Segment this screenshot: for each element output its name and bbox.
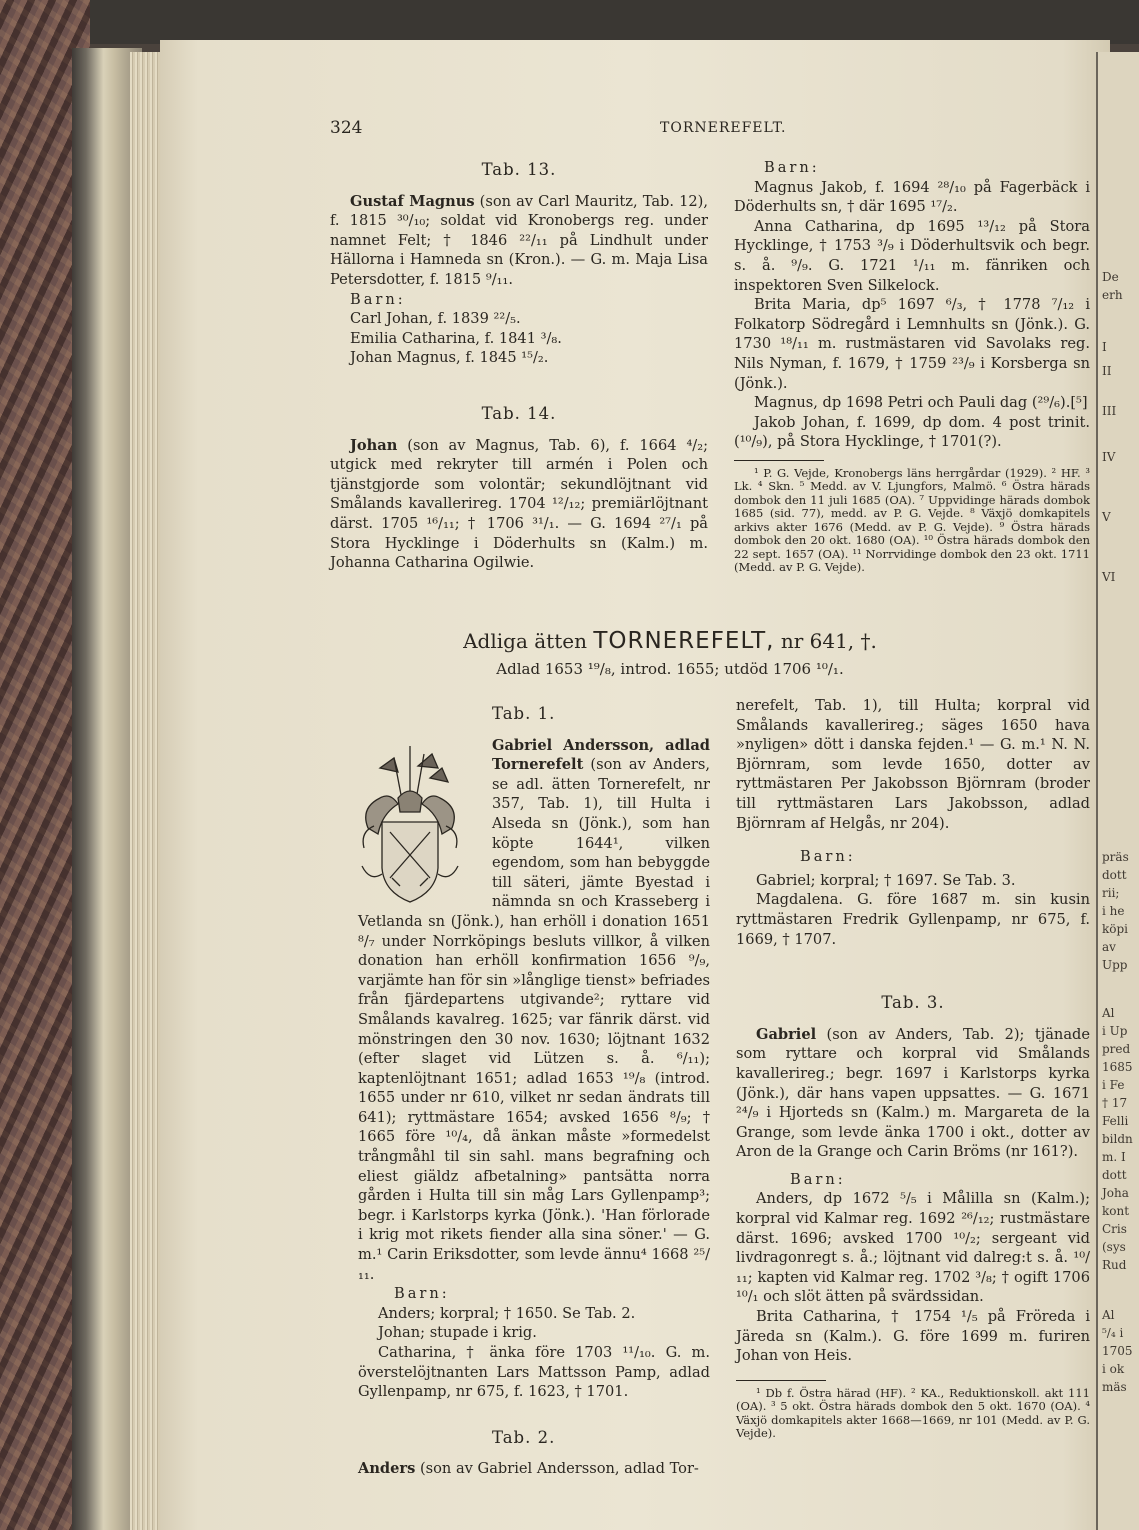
adjacent-fragment: präs (1102, 850, 1129, 864)
upper-left-column (330, 160, 708, 573)
entry-name: Gabriel (756, 1025, 817, 1043)
adjacent-fragment: m. I (1102, 1150, 1126, 1164)
child-entry: Catharina, † änka före 1703 ¹¹/₁₀. G. m. överstelöjtnanten Lars Mattsson Pamp, adlad Gyllenpamp, nr 675, f. 1623, † 1701. (358, 1344, 710, 1401)
entry-text: (son av Magnus, Tab. 6), f. 1664 ⁴/₂; utgick med rekryter till armén i Polen och tjänstgjorde som volontär; sekundlöjtnant vid Smålands kavallerireg. 1704 ¹²/₁₂; premiärlöjtnant därst. 1705 ¹⁶/₁₁; † 1706 ³¹/₁. — G. 1694 ²⁷/₁ på Stora Hycklinge i Döderhults sn (Kalm.) m. Johanna Catharina Ogilwie. (330, 436, 708, 572)
adjacent-fragment: i Up (1102, 1024, 1128, 1038)
adjacent-fragment: † 17 (1102, 1096, 1128, 1110)
adjacent-fragment: Cris (1102, 1222, 1127, 1236)
adjacent-fragment: rii; (1102, 886, 1120, 900)
adjacent-fragment: pred (1102, 1042, 1131, 1056)
section-heading: Tab. 13. (481, 160, 557, 179)
child-entry: Brita Maria, dp⁵ 1697 ⁶/₃, † 1778 ⁷/₁₂ i Folkatorp Södregård i Lemnhults sn (Jönk.). G. 1730 ¹⁸/₁₁ m. rustmästaren vid Savolaks reg. Nils Nyman, f. 1679, † 1759 ²³/₉ i Korsberga sn (Jönk.). (734, 296, 1090, 392)
child-entry: Magnus, dp 1698 Petri och Pauli dag (²⁹/₆).[⁵] (754, 394, 1088, 412)
barn-label: Barn: (764, 159, 820, 176)
entry-paragraph (358, 1459, 710, 1479)
adjacent-fragment: Rud (1102, 1258, 1127, 1272)
adjacent-fragment: dott (1102, 1168, 1127, 1182)
entry-name: Johan (350, 436, 398, 454)
child-entry: Gabriel; korpral; † 1697. Se Tab. 3. (756, 871, 1016, 889)
adjacent-fragment: II (1102, 364, 1112, 378)
adjacent-fragment: mäs (1102, 1380, 1127, 1394)
entry-text: (son av Gabriel Andersson, adlad Tor- (415, 1460, 699, 1478)
section-heading: Tab. 3. (881, 993, 945, 1013)
adjacent-fragment: köpi (1102, 922, 1129, 936)
family-title-prefix: Adliga ätten (463, 629, 587, 653)
footnotes: ¹ P. G. Vejde, Kronobergs läns herrgårdar (1929). ² HF. ³ Lk. ⁴ Skn. ⁵ Medd. av V. Ljungfors, Malmö. ⁶ Östra härads dombok den 11 juli 1685 (OA). ⁷ Uppvidinge härads dombok 1685 (sid. 77), medd. av P. G. Vejde. ⁸ Växjö domkapitels arkivs akter 1676 (Medd. av P. G. Vejde). ⁹ Östra härads dombok den 20 okt. 1680 (OA). ¹⁰ Östra härads dombok den 22 sept. 1657 (OA). ¹¹ Norrvidinge dombok den 23 okt. 1711 (Medd. av P. G. Vejde). (734, 465, 1090, 575)
entry-paragraph (736, 1025, 1090, 1162)
adjacent-fragment: IV (1102, 450, 1116, 464)
entry-name: Gabriel Andersson, adlad Tornerefelt (492, 736, 710, 774)
child-entry: Carl Johan, f. 1839 ²²/₅. (350, 310, 521, 328)
adjacent-fragment: III (1102, 404, 1117, 418)
section-heading: Tab. 2. (492, 1427, 556, 1447)
lower-right-column (736, 696, 1090, 1441)
adjacent-fragment: V (1102, 510, 1111, 524)
adjacent-fragment: i he (1102, 904, 1125, 918)
barn-label: Barn: (394, 1285, 450, 1303)
adjacent-fragment: av (1102, 940, 1116, 954)
barn-label: Barn: (790, 1170, 846, 1188)
barn-label: Barn: (350, 290, 406, 308)
adjacent-fragment: i ok (1102, 1362, 1125, 1376)
adjacent-fragment: kont (1102, 1204, 1130, 1218)
adjacent-fragment: Al (1102, 1006, 1115, 1020)
child-entry: Magnus Jakob, f. 1694 ²⁸/₁₀ på Fagerbäck i Döderhults sn, † där 1695 ¹⁷/₂. (734, 178, 1090, 216)
child-entry: Emilia Catharina, f. 1841 ³/₈. (350, 329, 562, 347)
adjacent-fragment: Felli (1102, 1114, 1129, 1128)
child-entry: Johan; stupade i krig. (378, 1324, 537, 1342)
adjacent-fragment: ⁵/₄ i (1102, 1326, 1124, 1340)
adjacent-fragment: 1685 (1102, 1060, 1133, 1074)
barn-label: Barn: (800, 848, 856, 866)
entry-name: Gustaf Magnus (350, 192, 475, 210)
child-entry: Brita Catharina, † 1754 ¹/₅ på Fröreda i Järeda sn (Kalm.). G. före 1699 m. furiren Johan von Heis. (736, 1308, 1090, 1365)
adjacent-fragment: De (1102, 270, 1119, 284)
page-edges (130, 52, 164, 1530)
child-entry: Johan Magnus, f. 1845 ¹⁵/₂. (350, 349, 549, 367)
entry-paragraph (330, 192, 708, 290)
entry-paragraph (330, 436, 708, 573)
adjacent-fragment: I (1102, 340, 1107, 354)
running-title: TORNEREFELT. (660, 120, 787, 136)
book-binding-top (60, 0, 1139, 44)
adjacent-fragment: erh (1102, 288, 1123, 302)
footnote-rule (736, 1380, 826, 1381)
entry-text: (son av Anders, se adl. ätten Tornerefelt, nr 357, Tab. 1), till Hulta i Alseda sn (Jönk.), som han köpte 1644¹, vilken egendom, som han bebyggde till säteri, jämte Byestad i nämnda sn och Krasseberg i Vetlanda sn (Jönk.), han erhöll i donation 1651 ⁸/₇ under Norrköpings besluts villkor, å vilken donation han erhöll konfirmation 1656 ⁹/₉, varjämte han för sin »långlige tienst» befriades från fjärdepartens utgivande²; ryttare vid Smålands kavalreg. 1625; var fänrik därst. vid mönstringen den 30 nov. 1630; löjtnant 1632 (efter slaget vid Lützen s. å. ⁶/₁₁); kaptenlöjtnant 1651; adlad 1653 ¹⁹/₈ (introd. 1655 under nr 610, vilket nr sedan ändrats till 641); ryttmästare 1654; avsked 1656 ⁸/₉; † 1665 före ¹⁰/₄, då änkan måste »formedelst trångmåhl til sin sahl. mans begrafning och eliest giäldz afbetalning» pantsätta norra gården i Hulta till sin måg Lars Gyllenpamp³; begr. i Karlstorps kyrka (Jönk.). 'Han förlorade i krig mot rikets fiender alla sina söner.' — G. m.¹ Carin Eriksdotter, som levde ännu⁴ 1668 ²⁵/₁₁. (358, 756, 710, 1283)
adjacent-fragment: i Fe (1102, 1078, 1125, 1092)
adjacent-fragment: Al (1102, 1308, 1115, 1322)
adjacent-fragment: bildn (1102, 1132, 1133, 1146)
adjacent-fragment: Upp (1102, 958, 1128, 972)
page-number: 324 (330, 118, 363, 138)
upper-right-column (734, 158, 1090, 575)
continued-paragraph: nerefelt, Tab. 1), till Hulta; korpral vid Smålands kavallerireg.; säges 1650 hava »nyligen» dött i danska fejden.¹ — G. m.¹ N. N. Björnram, som levde 1650, dotter av ryttmästaren Per Jakobsson Björnram (broder till ryttmästaren Lars Jakobsson, adlad Björnram af Helgås, nr 204). (736, 697, 1090, 832)
family-title-name: TORNEREFELT, (593, 628, 775, 654)
family-title-suffix: nr 641, †. (780, 629, 877, 653)
adjacent-fragment: Joha (1102, 1186, 1129, 1200)
child-entry: Anders, dp 1672 ⁵/₅ i Målilla sn (Kalm.); korpral vid Kalmar reg. 1692 ²⁶/₁₂; rustmästare därst. 1696; avsked 1700 ¹⁰/₂; sergeant vid livdragonregt s. å.; löjtnant vid dalreg:t s. å. ¹⁰/₁₁; kapten vid Kalmar reg. 1702 ³/₈; † ogift 1706 ¹⁰/₁ och slöt ätten på svärdssidan. (736, 1190, 1090, 1306)
family-subtitle: Adlad 1653 ¹⁹/₈, introd. 1655; utdöd 1706 ¹⁰/₁. (496, 660, 844, 678)
child-entry: Anders; korpral; † 1650. Se Tab. 2. (378, 1304, 636, 1322)
adjacent-fragment: VI (1102, 570, 1116, 584)
entry-name: Anders (358, 1460, 416, 1478)
section-heading: Tab. 14. (481, 403, 557, 423)
child-entry: Magdalena. G. före 1687 m. sin kusin ryttmästaren Fredrik Gyllenpamp, nr 675, f. 1669, † 1707. (736, 891, 1090, 948)
child-entry: Anna Catharina, dp 1695 ¹³/₁₂ på Stora Hycklinge, † 1753 ³/₉ i Döderhultsvik och begr. s. å. ⁹/₉. G. 1721 ¹/₁₁ m. fänriken och inspektoren Sven Silkelock. (734, 217, 1090, 294)
adjacent-page (1096, 52, 1139, 1530)
coat-of-arms-image (358, 738, 486, 908)
section-heading: Tab. 1. (492, 704, 556, 723)
adjacent-fragment: (sys (1102, 1240, 1126, 1254)
lower-left-column (358, 704, 710, 1479)
adjacent-fragment: dott (1102, 868, 1127, 882)
adjacent-fragment: 1705 (1102, 1344, 1133, 1358)
child-entry: Jakob Johan, f. 1699, dp dom. 4 post trinit. (¹⁰/₉), på Stora Hycklinge, † 1701(?). (734, 413, 1090, 451)
family-title (310, 628, 1030, 654)
footnote-rule (734, 460, 824, 461)
entry-text: (son av Carl Mauritz, Tab. 12), f. 1815 ³⁰/₁₀; soldat vid Kronobergs reg. under namnet Felt; † 1846 ²²/₁₁ på Lindhult under Hällorna i Hamneda sn (Kron.). — G. m. Maja Lisa Petersdotter, f. 1815 ⁹/₁₁. (330, 192, 708, 288)
footnotes: ¹ Db f. Östra härad (HF). ² KA., Reduktionskoll. akt 111 (OA). ³ 5 okt. Östra härads dombok den 5 okt. 1670 (OA). ⁴ Växjö domkapitels akter 1668—1669, nr 101 (Medd. av P. G. Vejde). (736, 1385, 1090, 1441)
entry-text: (son av Anders, Tab. 2); tjänade som ryttare och korpral vid Smålands kavallerireg.; begr. 1697 i Karlstorps kyrka (Jönk.), där hans vapen uppsattes. — G. 1671 ²⁴/₉ i Hjorteds sn (Kalm.) m. Margareta de la Grange, som levde änka 1700 i okt., dotter av Aron de la Grange och Carin Bröms (nr 161?). (736, 1025, 1090, 1161)
